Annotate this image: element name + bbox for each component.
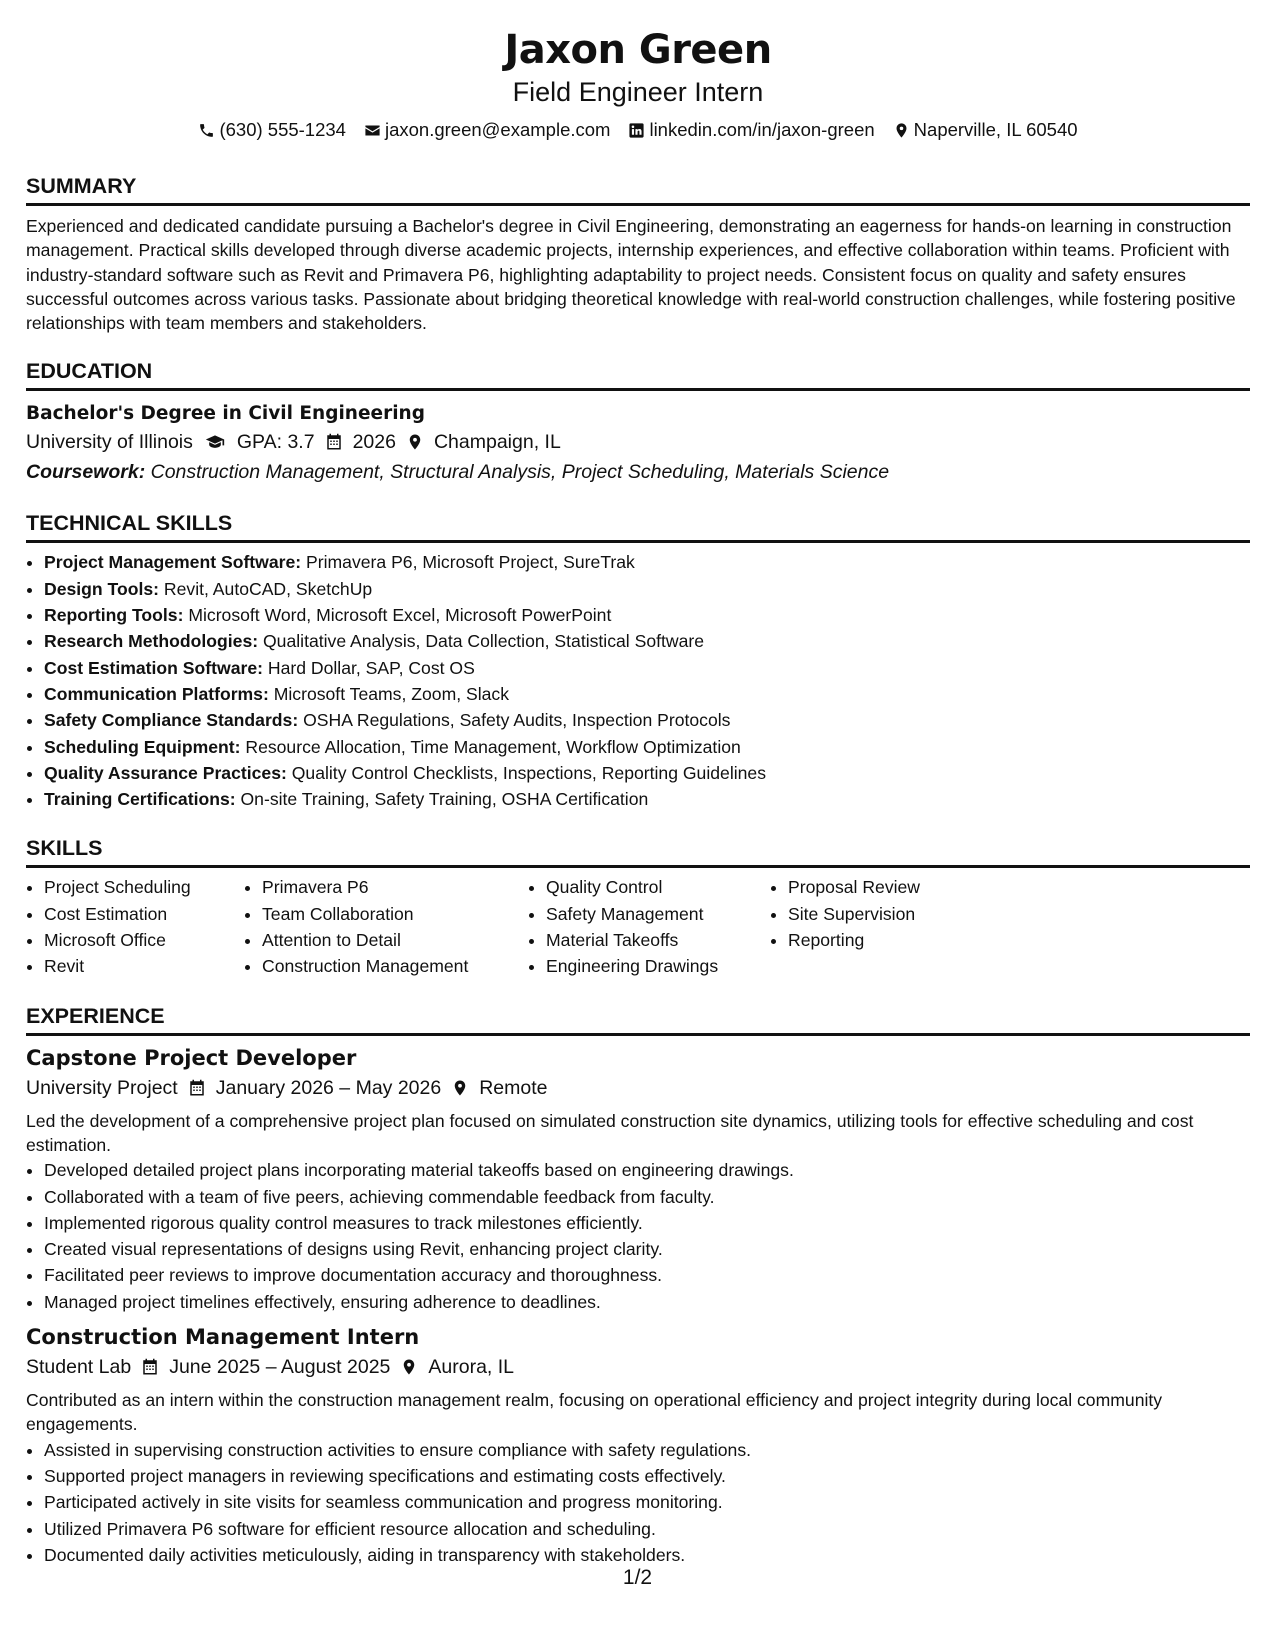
skill-label: Project Management Software: [44,552,302,573]
skill-value: Microsoft Teams, Zoom, Slack [273,683,510,704]
job-bullets [26,1437,1250,1568]
job-location: Aurora, IL [428,1356,515,1379]
skills-column [528,874,770,979]
skill-label: Communication Platforms: [44,683,269,704]
list-item [44,576,1250,602]
list-item [44,681,1250,707]
skill-label: Design Tools: [44,578,160,599]
list-item: • Site Supervision [788,901,988,927]
experience-entry [26,1322,1250,1568]
list-item [44,628,1250,654]
skills-column [770,874,988,979]
list-item: • Material Takeoffs [546,927,770,953]
skill-label: Cost Estimation Software: [44,657,263,678]
skill-label: Scheduling Equipment: [44,736,241,757]
degree-title: Bachelor's Degree in Civil Engineering [26,403,425,425]
map-pin-icon [893,122,910,139]
map-pin-icon [400,1358,418,1376]
list-item: • Implemented rigorous quality control measures to track milestones efficiently. [44,1210,1250,1236]
list-item: • Created visual representations of designs using Revit, enhancing project clarity. [44,1236,1250,1262]
calendar-icon [188,1079,206,1097]
list-item [44,760,1250,786]
job-title: Field Engineer Intern [512,77,764,107]
list-item: • Cost Estimation [44,901,244,927]
gpa-text: GPA: 3.7 [236,431,315,454]
technical-skills-heading: TECHNICAL SKILLS [26,509,1250,543]
skill-value: Hard Dollar, SAP, Cost OS [267,657,475,678]
list-item: • Supported project managers in reviewing specifications and estimating costs effectively. [44,1463,1250,1489]
skill-label: Quality Assurance Practices: [44,762,287,783]
list-item: • Participated actively in site visits for seamless communication and progress monitoring. [44,1489,1250,1515]
list-item: • Revit [44,953,244,979]
list-item [44,734,1250,760]
graduation-cap-icon [203,432,227,452]
contact-location [893,118,1078,142]
skill-value: Resource Allocation, Time Management, Workflow Optimization [245,736,741,757]
location-text: Naperville, IL 60540 [913,119,1078,140]
calendar-icon [325,433,343,451]
resume-header [26,24,1250,142]
contact-bar [26,118,1250,142]
skill-value: Primavera P6, Microsoft Project, SureTrak [306,552,635,573]
skills-heading: SKILLS [26,834,1250,868]
list-item: • Team Collaboration [262,901,528,927]
list-item: • Construction Management [262,953,528,979]
coursework-list: Construction Management, Structural Analysis, Project Scheduling, Materials Science [150,461,890,484]
list-item: • Primavera P6 [262,874,528,900]
list-item: • Safety Management [546,901,770,927]
job-meta [26,1352,1250,1382]
job-summary: Led the development of a comprehensive project plan focused on simulated construction site dynamics, utilizing tools for effective scheduling and cost estimation. [26,1110,1194,1155]
skill-label: Training Certifications: [44,789,236,810]
list-item: • Proposal Review [788,874,988,900]
job-org: Student Lab [26,1356,132,1379]
education-heading: EDUCATION [26,357,1250,391]
skill-value: Microsoft Word, Microsoft Excel, Microsoft PowerPoint [188,605,612,626]
coursework-label: Coursework: [26,461,146,484]
school-location: Champaign, IL [433,431,561,454]
contact-phone [198,118,346,142]
skills-column [26,874,244,979]
technical-skills-list [26,549,1250,812]
map-pin-icon [406,433,424,451]
skill-value: Qualitative Analysis, Data Collection, Statistical Software [263,631,705,652]
job-summary: Contributed as an intern within the construction management realm, focusing on operational efficiency and project integrity during local community engagements. [26,1390,1163,1435]
experience-entry [26,1043,1250,1315]
job-location: Remote [479,1076,548,1099]
list-item: • Facilitated peer reviews to improve documentation accuracy and thoroughness. [44,1262,1250,1288]
job-dates: June 2025 – August 2025 [169,1356,391,1379]
list-item: • Project Scheduling [44,874,244,900]
education-meta [26,427,1250,457]
contact-email[interactable] [364,118,610,142]
list-item: • Managed project timelines effectively, ensuring adherence to deadlines. [44,1289,1250,1315]
list-item [44,786,1250,812]
coursework [26,457,1250,487]
experience-heading: EXPERIENCE [26,1002,1250,1036]
skill-label: Reporting Tools: [44,605,184,626]
job-bullets [26,1157,1250,1315]
list-item [44,655,1250,681]
skill-value: OSHA Regulations, Safety Audits, Inspection Protocols [303,710,731,731]
calendar-icon [141,1358,159,1376]
candidate-name: Jaxon Green [504,27,772,73]
job-role: Construction Management Intern [26,1325,420,1350]
skill-label: Safety Compliance Standards: [44,710,299,731]
skill-label: Research Methodologies: [44,631,259,652]
phone-text: (630) 555-1234 [219,119,346,140]
list-item [44,602,1250,628]
school-name: University of Illinois [26,431,193,454]
contact-linkedin[interactable] [628,118,874,142]
summary-text: Experienced and dedicated candidate pursuing a Bachelor's degree in Civil Engineering, demonstrating an eagerness for hands-on learning in construction management. Practical skills developed through diverse academic projects, internship experiences, and effective collaboration within teams. Proficient with industry-standard software such as Revit and Primavera P6, highlighting adaptability to project needs. Consistent focus on quality and safety ensures successful outcomes across various tasks. Passionate about bridging theoretical knowledge with real-world construction challenges, while fostering positive relationships with team members and stakeholders. [26,216,1236,334]
skill-value: Quality Control Checklists, Inspections, Reporting Guidelines [291,762,767,783]
skill-value: Revit, AutoCAD, SketchUp [163,578,373,599]
page-number: 1/2 [622,1566,653,1589]
list-item: • Reporting [788,927,988,953]
list-item: • Collaborated with a team of five peers, achieving commendable feedback from faculty. [44,1184,1250,1210]
list-item [44,549,1250,575]
list-item: • Quality Control [546,874,770,900]
job-org: University Project [26,1076,178,1099]
list-item: • Microsoft Office [44,927,244,953]
linkedin-text: linkedin.com/in/jaxon-green [649,119,875,140]
list-item [44,707,1250,733]
email-text: jaxon.green@example.com [384,119,611,140]
list-item: • Attention to Detail [262,927,528,953]
list-item: • Developed detailed project plans incorporating material takeoffs based on engineering drawings. [44,1157,1250,1183]
phone-icon [198,122,215,139]
summary-heading: SUMMARY [26,172,1250,206]
list-item: • Engineering Drawings [546,953,770,979]
envelope-icon [364,122,381,139]
job-meta [26,1073,1250,1103]
job-role: Capstone Project Developer [26,1045,357,1070]
list-item: • Assisted in supervising construction activities to ensure compliance with safety regulations. [44,1437,1250,1463]
skill-value: On-site Training, Safety Training, OSHA Certification [240,789,649,810]
skills-column [244,874,528,979]
skills-grid [26,874,1250,979]
list-item: • Documented daily activities meticulously, aiding in transparency with stakeholders. [44,1542,1250,1568]
list-item: • Utilized Primavera P6 software for efficient resource allocation and scheduling. [44,1516,1250,1542]
job-dates: January 2026 – May 2026 [215,1076,442,1099]
map-pin-icon [451,1079,469,1097]
linkedin-icon [628,122,645,139]
graduation-year: 2026 [352,431,396,454]
resume-page [26,0,1250,1568]
